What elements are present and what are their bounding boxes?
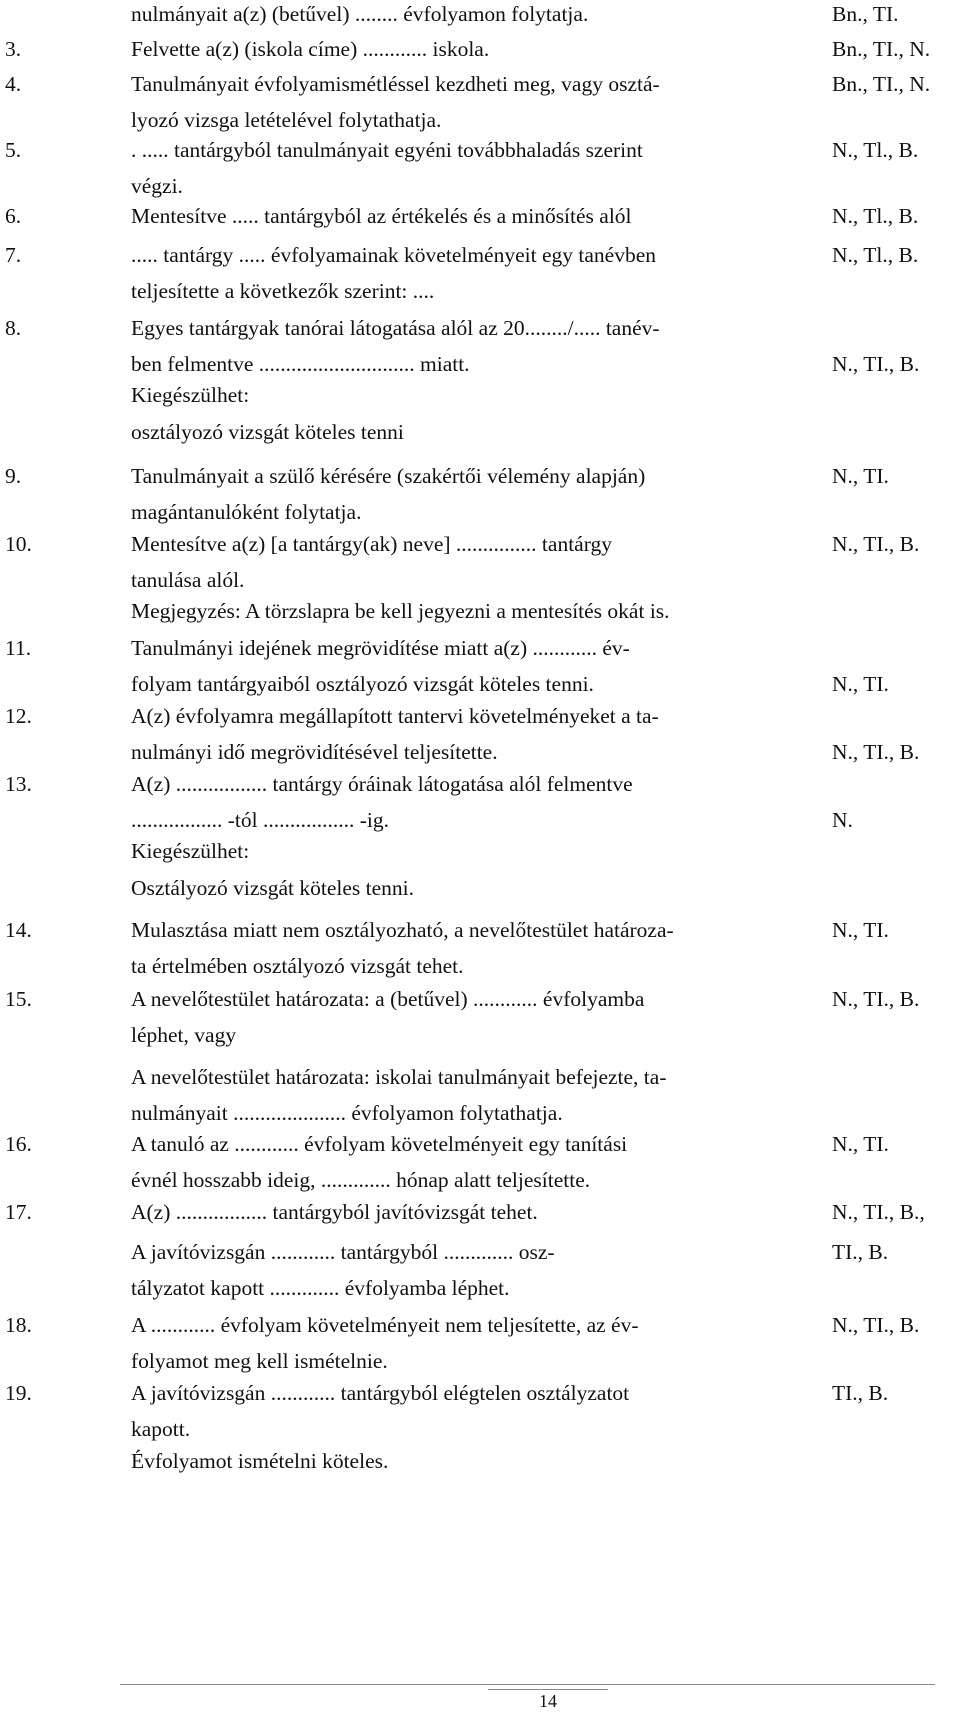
- item-number: 4.: [5, 72, 22, 96]
- document-code: N., TI., B.: [832, 352, 920, 376]
- item-text-line: Megjegyzés: A törzslapra be kell jegyezni a mentesítés okát is.: [131, 599, 670, 623]
- item-text-line: folyam tantárgyaiból osztályozó vizsgát köteles tenni.: [131, 672, 594, 696]
- item-number: 11.: [5, 636, 32, 660]
- item-text: [131, 698, 659, 770]
- item-text: [131, 870, 414, 906]
- document-code: N., TI.: [832, 464, 889, 488]
- item-text: [131, 981, 644, 1053]
- item-text-line: A tanuló az ............ évfolyam követelményeit egy tanítási: [131, 1132, 628, 1156]
- item-text-line: léphet, vagy: [131, 1023, 237, 1047]
- item-number: 10.: [5, 532, 32, 556]
- footer-divider: [120, 1684, 935, 1685]
- item-number: 13.: [5, 772, 32, 796]
- item-number: 5.: [5, 138, 22, 162]
- item-number: 18.: [5, 1313, 32, 1337]
- item-text-line: ben felmentve ............................. miatt.: [131, 352, 470, 376]
- item-text: [131, 1307, 638, 1379]
- document-code: Bn., TI.: [832, 2, 899, 26]
- document-code: Bn., TI., N.: [832, 37, 931, 61]
- document-code: N., Tl., B.: [832, 243, 919, 267]
- item-text: [131, 458, 645, 530]
- item-text-line: kapott.: [131, 1417, 191, 1441]
- item-text-line: évnél hosszabb ideig, ............. hónap alatt teljesítette.: [131, 1168, 591, 1192]
- document-code: N., TI., B.,: [832, 1200, 925, 1224]
- document-code: N., TI., B.: [832, 1313, 920, 1337]
- document-code: TI., B.: [832, 1381, 889, 1405]
- item-text-line: Kiegészülhet:: [131, 383, 250, 407]
- item-text-line: A(z) ................. tantárgy óráinak látogatása alól felmentve: [131, 772, 633, 796]
- item-text: [131, 766, 633, 838]
- document-code: Bn., TI., N.: [832, 72, 931, 96]
- item-text-line: Tanulmányi idejének megrövidítése miatt a(z) ............ év-: [131, 636, 630, 660]
- item-text-line: ..... tantárgy ..... évfolyamainak követelményeit egy tanévben: [131, 243, 656, 267]
- item-text: [131, 1375, 629, 1447]
- item-text-line: Felvette a(z) (iskola címe) ............ iskola.: [131, 37, 490, 61]
- item-text: [131, 912, 674, 984]
- item-text-line: nulmányait a(z) (betűvel) ........ évfolyamon folytatja.: [131, 2, 589, 26]
- item-text: [131, 1194, 538, 1230]
- item-text-line: nulmányait ..................... évfolyamon folytathatja.: [131, 1101, 563, 1125]
- document-code: N., TI.: [832, 918, 889, 942]
- item-number: 16.: [5, 1132, 32, 1156]
- document-code: TI., B.: [832, 1240, 889, 1264]
- item-text-line: Tanulmányait a szülő kérésére (szakértői vélemény alapján): [131, 464, 646, 488]
- item-text-line: A ............ évfolyam követelményeit nem teljesítette, az év-: [131, 1313, 639, 1337]
- item-text: [131, 377, 249, 413]
- document-code: N., TI., B.: [832, 987, 920, 1011]
- item-number: 17.: [5, 1200, 32, 1224]
- item-text-line: A nevelőtestület határozata: iskolai tanulmányait befejezte, ta-: [131, 1065, 667, 1089]
- item-text-line: tanulása alól.: [131, 568, 245, 592]
- item-text: [131, 66, 660, 138]
- item-text-line: Tanulmányait évfolyamismétléssel kezdheti meg, vagy osztá-: [131, 72, 660, 96]
- item-text-line: Kiegészülhet:: [131, 839, 250, 863]
- item-text-line: ................. -tól ................. -ig.: [131, 808, 389, 832]
- item-text-line: folyamot meg kell ismételnie.: [131, 1349, 388, 1373]
- item-text-line: nulmányi idő megrövidítésével teljesítette.: [131, 740, 498, 764]
- item-text: [131, 593, 670, 629]
- item-number: 15.: [5, 987, 32, 1011]
- item-text-line: tályzatot kapott ............. évfolyamba léphet.: [131, 1276, 510, 1300]
- item-text-line: Évfolyamot ismételni köteles.: [131, 1449, 389, 1473]
- document-code: N., TI., B.: [832, 740, 920, 764]
- item-text: [131, 132, 643, 204]
- item-text-line: A javítóvizsgán ............ tantárgyból ............. osz-: [131, 1240, 555, 1264]
- item-text: [131, 1059, 666, 1131]
- item-text: [131, 833, 249, 869]
- document-code: N., Tl., B.: [832, 138, 919, 162]
- item-number: 6.: [5, 204, 22, 228]
- item-text-line: magántanulóként folytatja.: [131, 500, 362, 524]
- item-text-line: lyozó vizsga letételével folytathatja.: [131, 108, 442, 132]
- document-code: N., TI.: [832, 1132, 889, 1156]
- item-number: 12.: [5, 704, 32, 728]
- item-text-line: Egyes tantárgyak tanórai látogatása alól az 20......../..... tanév-: [131, 316, 660, 340]
- item-text-line: A(z) évfolyamra megállapított tantervi követelményeket a ta-: [131, 704, 659, 728]
- item-text: [131, 310, 660, 382]
- item-text-line: Mentesítve a(z) [a tantárgy(ak) neve] ............... tantárgy: [131, 532, 612, 556]
- document-code: N.: [832, 808, 853, 832]
- item-text-line: ta értelmében osztályozó vizsgát tehet.: [131, 954, 464, 978]
- item-number: 9.: [5, 464, 22, 488]
- document-code: N., Tl., B.: [832, 204, 919, 228]
- item-number: 3.: [5, 37, 22, 61]
- document-code: N., TI., B.: [832, 532, 920, 556]
- item-text-line: osztályozó vizsgát köteles tenni: [131, 420, 404, 444]
- item-text-line: . ..... tantárgyból tanulmányait egyéni továbbhaladás szerint: [131, 138, 643, 162]
- item-text: [131, 237, 656, 309]
- item-text-line: A nevelőtestület határozata: a (betűvel) ............ évfolyamba: [131, 987, 645, 1011]
- item-text-line: végzi.: [131, 174, 183, 198]
- item-text: [131, 630, 630, 702]
- item-number: 8.: [5, 316, 22, 340]
- item-text: [131, 526, 612, 598]
- item-text-line: Mulasztása miatt nem osztályozható, a nevelőtestület határoza-: [131, 918, 674, 942]
- item-text: [131, 1443, 388, 1479]
- item-text-line: teljesítette a következők szerint: ....: [131, 279, 435, 303]
- page-number: 14: [539, 1691, 557, 1711]
- item-text: [131, 414, 404, 450]
- item-number: 19.: [5, 1381, 32, 1405]
- item-text-line: Mentesítve ..... tantárgyból az értékelés és a minősítés alól: [131, 204, 632, 228]
- item-text-line: Osztályozó vizsgát köteles tenni.: [131, 876, 415, 900]
- item-text-line: A(z) ................. tantárgyból javítóvizsgát tehet.: [131, 1200, 538, 1224]
- item-text: [131, 31, 489, 67]
- item-number: 14.: [5, 918, 32, 942]
- item-text: [131, 198, 632, 234]
- item-text: [131, 1126, 627, 1198]
- document-code: N., TI.: [832, 672, 889, 696]
- item-text-line: A javítóvizsgán ............ tantárgyból elégtelen osztályzatot: [131, 1381, 630, 1405]
- item-text: [131, 1234, 555, 1306]
- item-number: 7.: [5, 243, 22, 267]
- item-text: [131, 0, 588, 32]
